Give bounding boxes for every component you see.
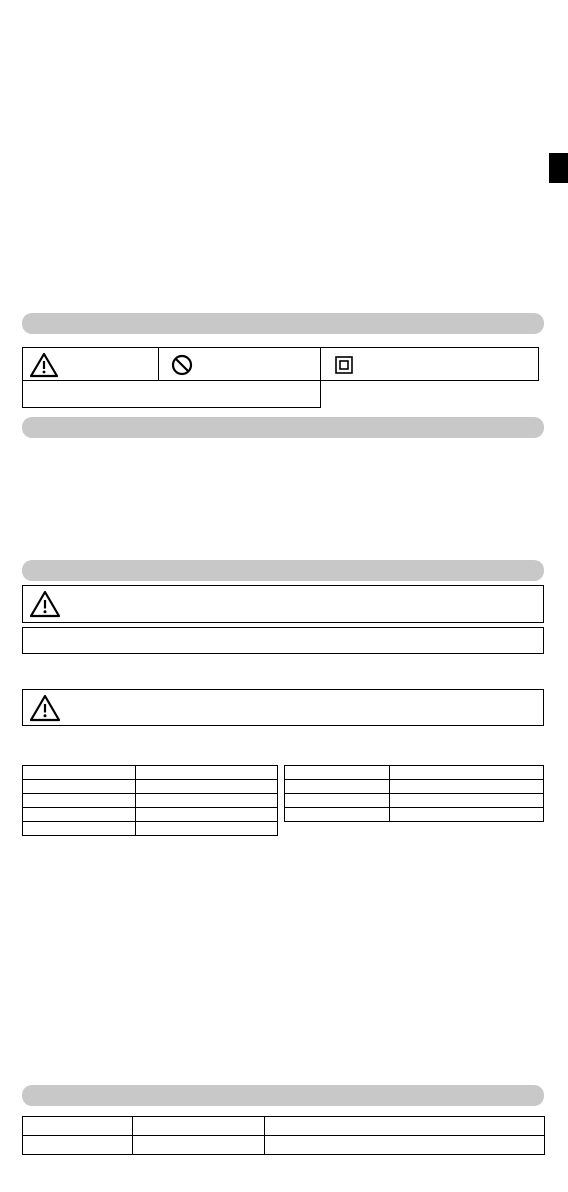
warning-triangle-icon	[29, 352, 59, 378]
double-insulation-icon	[335, 356, 353, 374]
table-row	[23, 794, 278, 808]
warning-box-2	[22, 689, 544, 726]
table-cell	[390, 808, 544, 822]
section-header-bar-2	[22, 417, 544, 438]
table-cell	[23, 1117, 133, 1136]
table-cell	[136, 794, 278, 808]
table-cell	[23, 1136, 133, 1155]
table-row	[23, 780, 278, 794]
table-row	[285, 766, 544, 780]
symbol-cell-warning	[23, 348, 159, 380]
table-row	[285, 808, 544, 822]
table-row	[23, 822, 278, 836]
table-cell	[133, 1136, 265, 1155]
table-row	[285, 794, 544, 808]
warning-box-1	[22, 585, 544, 623]
table-cell	[265, 1136, 545, 1155]
table-cell	[23, 766, 136, 780]
bottom-table	[22, 1116, 545, 1155]
table-cell	[390, 780, 544, 794]
prohibition-icon	[171, 354, 193, 376]
section-header-bar-3	[22, 560, 544, 581]
section-header-bar-1	[22, 313, 544, 334]
section-header-bar-4	[22, 1085, 544, 1106]
table-row	[23, 1117, 545, 1136]
table-cell	[285, 808, 390, 822]
table-row	[23, 766, 278, 780]
language-tab	[549, 153, 568, 183]
spec-table-left	[22, 765, 278, 836]
table-cell	[285, 794, 390, 808]
table-cell	[136, 780, 278, 794]
table-row	[23, 808, 278, 822]
table-cell	[23, 794, 136, 808]
warning-triangle-icon	[29, 590, 61, 618]
table-cell	[285, 780, 390, 794]
symbol-cell-double-insulation	[321, 348, 540, 380]
table-cell	[265, 1117, 545, 1136]
table-cell	[23, 822, 136, 836]
table-cell	[133, 1117, 265, 1136]
symbols-table	[22, 347, 539, 381]
spec-table-right	[284, 765, 544, 822]
table-cell	[23, 808, 136, 822]
table-cell	[136, 766, 278, 780]
table-cell	[390, 794, 544, 808]
table-cell	[136, 822, 278, 836]
warning-triangle-icon	[29, 694, 61, 722]
table-cell	[285, 766, 390, 780]
table-row	[285, 780, 544, 794]
table-cell	[23, 780, 136, 794]
symbols-table-note-cell	[22, 380, 321, 408]
table-cell	[390, 766, 544, 780]
table-row	[23, 1136, 545, 1155]
symbol-cell-prohibition	[159, 348, 321, 380]
table-cell	[136, 808, 278, 822]
note-box	[22, 627, 544, 654]
